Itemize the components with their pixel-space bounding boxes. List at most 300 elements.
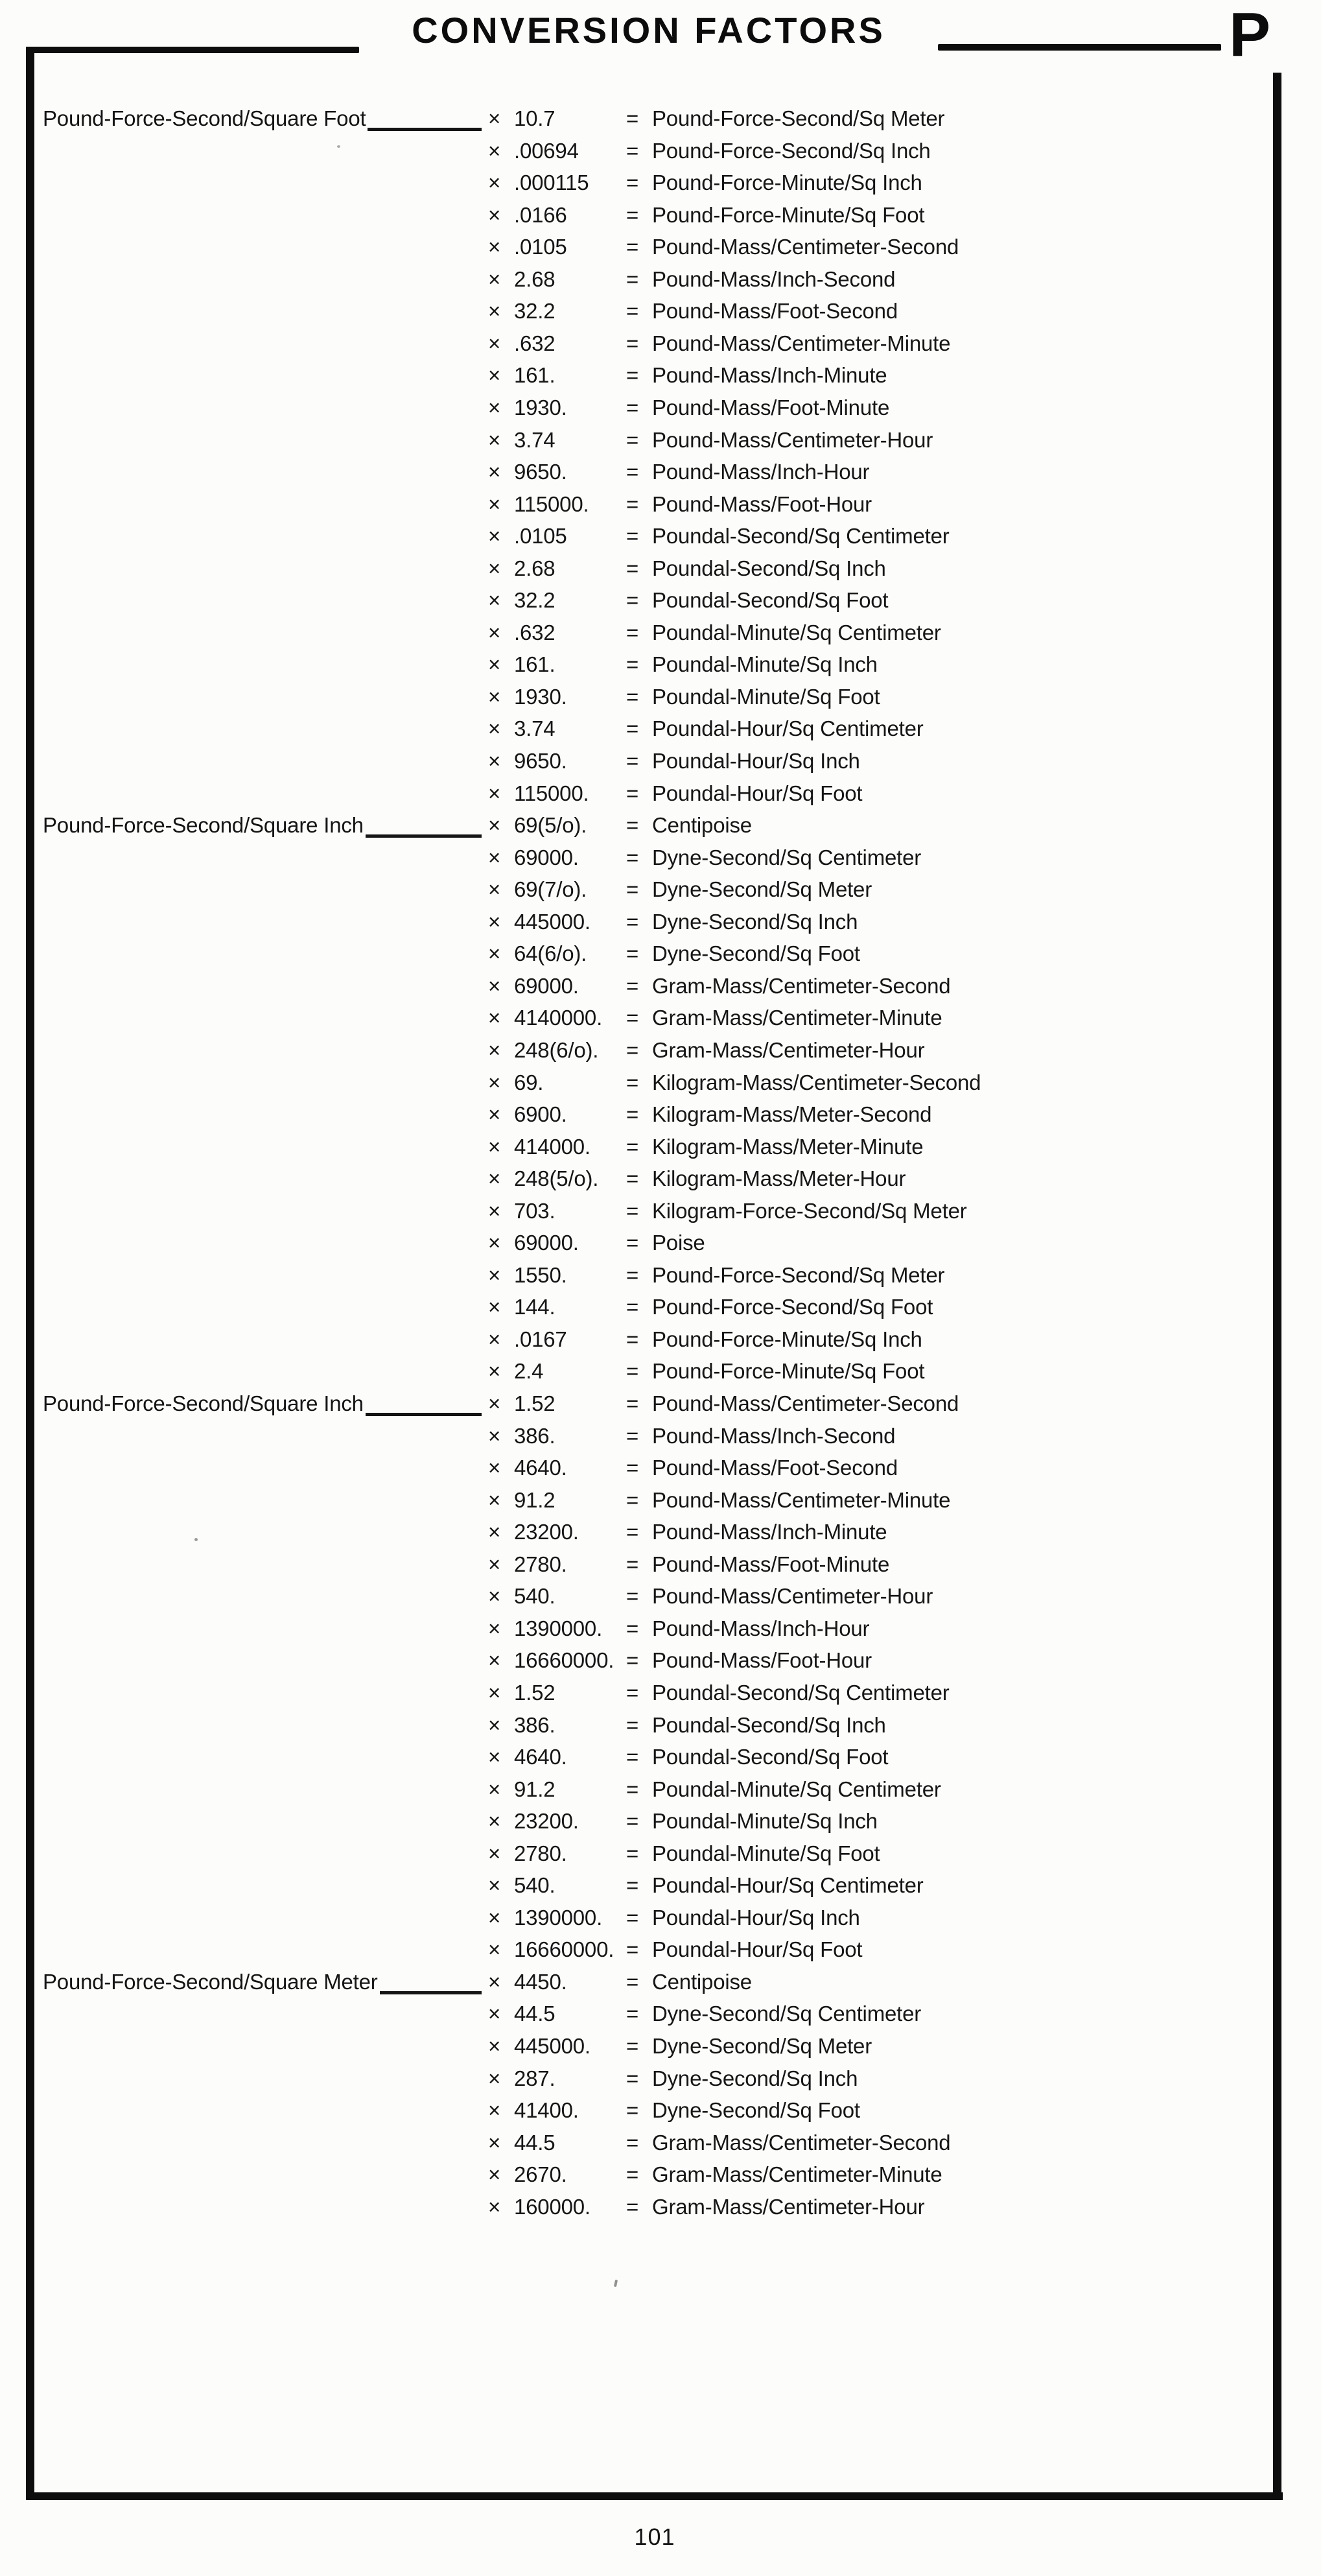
table-row: [0, 1613, 1270, 1645]
conversion-factor: 69000.: [514, 973, 579, 998]
conversion-factor: 144.: [514, 1295, 555, 1319]
target-unit-label: Poundal-Second/Sq Centimeter: [652, 1680, 950, 1705]
multiply-sign: ×: [488, 1680, 501, 1705]
multiply-sign: ×: [488, 2034, 501, 2058]
table-row: [0, 135, 1270, 167]
table-row: [0, 1098, 1270, 1131]
source-unit-label: Pound-Force-Second/Square Meter: [43, 1969, 378, 1994]
target-unit-label: Poise: [652, 1231, 705, 1255]
table-row: [0, 359, 1270, 392]
source-unit: [43, 102, 483, 135]
equals-sign: =: [626, 1648, 639, 1673]
target-unit-label: Pound-Force-Second/Sq Meter: [652, 1262, 945, 1287]
multiply-sign: ×: [488, 1359, 501, 1384]
equals-sign: =: [626, 1423, 639, 1448]
table-row: [0, 295, 1270, 327]
conversion-factor: 4640.: [514, 1456, 567, 1480]
conversion-factor: 6900.: [514, 1102, 567, 1127]
conversion-factor: 10.7: [514, 106, 555, 130]
table-row: [0, 1966, 1270, 1998]
target-unit-label: Pound-Force-Second/Sq Foot: [652, 1295, 933, 1319]
target-unit-label: Dyne-Second/Sq Inch: [652, 909, 858, 934]
table-row: [0, 199, 1270, 231]
table-row: [0, 231, 1270, 263]
target-unit-label: Poundal-Hour/Sq Inch: [652, 1905, 860, 1930]
multiply-sign: ×: [488, 1295, 501, 1319]
multiply-sign: ×: [488, 877, 501, 902]
multiply-sign: ×: [488, 1262, 501, 1287]
leader-line: [368, 128, 482, 131]
table-row: [0, 1195, 1270, 1227]
target-unit-label: Pound-Mass/Centimeter-Second: [652, 235, 959, 259]
scan-artifact: [194, 1538, 198, 1541]
multiply-sign: ×: [488, 1841, 501, 1865]
target-unit-label: Poundal-Hour/Sq Centimeter: [652, 716, 924, 741]
conversion-factor: 160000.: [514, 2194, 590, 2219]
conversion-factor: .0105: [514, 524, 567, 549]
table-row: [0, 1388, 1270, 1420]
target-unit-label: Poundal-Hour/Sq Foot: [652, 781, 863, 805]
multiply-sign: ×: [488, 427, 501, 452]
multiply-sign: ×: [488, 749, 501, 773]
equals-sign: =: [626, 1777, 639, 1801]
multiply-sign: ×: [488, 1552, 501, 1576]
target-unit-label: Gram-Mass/Centimeter-Minute: [652, 1006, 942, 1030]
target-unit-label: Pound-Mass/Inch-Minute: [652, 1520, 887, 1544]
conversion-factor: 1550.: [514, 1262, 567, 1287]
table-row: [0, 1644, 1270, 1677]
conversion-factor: 445000.: [514, 2034, 590, 2058]
table-row: [0, 1034, 1270, 1067]
equals-sign: =: [626, 2066, 639, 2090]
conversion-factor: 540.: [514, 1584, 555, 1609]
table-row: [0, 1741, 1270, 1773]
table-row: [0, 1580, 1270, 1613]
page-title: CONVERSION FACTORS: [412, 10, 885, 51]
multiply-sign: ×: [488, 266, 501, 291]
table-row: [0, 1227, 1270, 1259]
table-row: [0, 681, 1270, 713]
target-unit-label: Poundal-Second/Sq Foot: [652, 1745, 889, 1769]
target-unit-label: Poundal-Hour/Sq Inch: [652, 749, 860, 773]
target-unit-label: Pound-Mass/Inch-Minute: [652, 363, 887, 388]
conversion-factor: 16660000.: [514, 1937, 614, 1962]
target-unit-label: Pound-Mass/Foot-Second: [652, 299, 898, 324]
target-unit-label: Pound-Mass/Centimeter-Hour: [652, 427, 933, 452]
multiply-sign: ×: [488, 1134, 501, 1159]
multiply-sign: ×: [488, 1070, 501, 1094]
target-unit-label: Poundal-Second/Sq Foot: [652, 588, 889, 613]
equals-sign: =: [626, 716, 639, 741]
multiply-sign: ×: [488, 588, 501, 613]
multiply-sign: ×: [488, 845, 501, 869]
target-unit-label: Pound-Mass/Inch-Second: [652, 1423, 896, 1448]
multiply-sign: ×: [488, 1616, 501, 1640]
table-row: [0, 456, 1270, 488]
equals-sign: =: [626, 1198, 639, 1223]
target-unit-label: Kilogram-Mass/Centimeter-Second: [652, 1070, 981, 1094]
table-row: [0, 2127, 1270, 2159]
conversion-factor: 3.74: [514, 716, 555, 741]
multiply-sign: ×: [488, 1873, 501, 1898]
conversion-factor: 1390000.: [514, 1905, 603, 1930]
table-row: [0, 1677, 1270, 1709]
conversion-factor: 2.68: [514, 556, 555, 580]
multiply-sign: ×: [488, 1777, 501, 1801]
table-row: [0, 392, 1270, 424]
table-row: [0, 488, 1270, 521]
table-row: [0, 1805, 1270, 1837]
table-row: [0, 1420, 1270, 1452]
conversion-factor: 161.: [514, 363, 555, 388]
table-row: [0, 1002, 1270, 1034]
page-number: 101: [634, 2523, 675, 2550]
target-unit-label: Pound-Force-Minute/Sq Foot: [652, 1359, 925, 1384]
target-unit-label: Gram-Mass/Centimeter-Minute: [652, 2162, 942, 2187]
target-unit-label: Dyne-Second/Sq Centimeter: [652, 845, 922, 869]
multiply-sign: ×: [488, 1712, 501, 1737]
multiply-sign: ×: [488, 331, 501, 355]
equals-sign: =: [626, 973, 639, 998]
scan-artifact: [337, 145, 340, 148]
multiply-sign: ×: [488, 2002, 501, 2026]
multiply-sign: ×: [488, 1231, 501, 1255]
target-unit-label: Dyne-Second/Sq Centimeter: [652, 2002, 922, 2026]
multiply-sign: ×: [488, 1648, 501, 1673]
conversion-factor: 1390000.: [514, 1616, 603, 1640]
conversion-factor: 248(6/o).: [514, 1037, 599, 1062]
target-unit-label: Dyne-Second/Sq Meter: [652, 2034, 872, 2058]
table-row: [0, 1773, 1270, 1806]
equals-sign: =: [626, 491, 639, 516]
table-row: [0, 1484, 1270, 1517]
leader-line: [380, 1991, 482, 1994]
table-row: [0, 2062, 1270, 2095]
conversion-factor: 69000.: [514, 1231, 579, 1255]
target-unit-label: Pound-Mass/Centimeter-Minute: [652, 331, 951, 355]
multiply-sign: ×: [488, 1102, 501, 1127]
multiply-sign: ×: [488, 1198, 501, 1223]
equals-sign: =: [626, 1937, 639, 1962]
equals-sign: =: [626, 363, 639, 388]
target-unit-label: Pound-Mass/Foot-Hour: [652, 491, 872, 516]
table-row: [0, 938, 1270, 970]
equals-sign: =: [626, 845, 639, 869]
conversion-factor: 414000.: [514, 1134, 590, 1159]
target-unit-label: Pound-Force-Minute/Sq Inch: [652, 1327, 922, 1351]
equals-sign: =: [626, 138, 639, 163]
target-unit-label: Pound-Force-Second/Sq Inch: [652, 138, 931, 163]
target-unit-label: Gram-Mass/Centimeter-Second: [652, 973, 951, 998]
equals-sign: =: [626, 171, 639, 195]
target-unit-label: Poundal-Minute/Sq Centimeter: [652, 620, 941, 644]
target-unit-label: Poundal-Minute/Sq Inch: [652, 1809, 878, 1834]
multiply-sign: ×: [488, 1166, 501, 1191]
conversion-factor: 2780.: [514, 1841, 567, 1865]
conversion-factor: 23200.: [514, 1809, 579, 1834]
multiply-sign: ×: [488, 909, 501, 934]
equals-sign: =: [626, 749, 639, 773]
target-unit-label: Poundal-Minute/Sq Foot: [652, 684, 880, 709]
conversion-factor: 115000.: [514, 781, 589, 805]
table-row: [0, 1323, 1270, 1356]
conversion-factor: 2780.: [514, 1552, 567, 1576]
equals-sign: =: [626, 1262, 639, 1287]
table-row: [0, 809, 1270, 842]
target-unit-label: Pound-Force-Second/Sq Meter: [652, 106, 945, 130]
target-unit-label: Pound-Mass/Foot-Minute: [652, 1552, 890, 1576]
target-unit-label: Pound-Mass/Centimeter-Second: [652, 1391, 959, 1415]
conversion-factor: 44.5: [514, 2002, 555, 2026]
conversion-factor: 16660000.: [514, 1648, 614, 1673]
multiply-sign: ×: [488, 1937, 501, 1962]
multiply-sign: ×: [488, 1037, 501, 1062]
table-row: [0, 777, 1270, 810]
multiply-sign: ×: [488, 1905, 501, 1930]
conversion-factor: 32.2: [514, 588, 555, 613]
target-unit-label: Poundal-Hour/Sq Centimeter: [652, 1873, 924, 1898]
equals-sign: =: [626, 2162, 639, 2187]
multiply-sign: ×: [488, 299, 501, 324]
equals-sign: =: [626, 1102, 639, 1127]
equals-sign: =: [626, 1456, 639, 1480]
table-row: [0, 648, 1270, 681]
equals-sign: =: [626, 1552, 639, 1576]
equals-sign: =: [626, 395, 639, 419]
conversion-factor: 287.: [514, 2066, 555, 2090]
equals-sign: =: [626, 2194, 639, 2219]
equals-sign: =: [626, 1327, 639, 1351]
target-unit-label: Pound-Mass/Centimeter-Minute: [652, 1487, 951, 1512]
table-row: [0, 713, 1270, 745]
leader-line: [366, 1413, 482, 1416]
table-row: [0, 617, 1270, 649]
target-unit-label: Pound-Mass/Inch-Hour: [652, 1616, 870, 1640]
table-row: [0, 1259, 1270, 1292]
equals-sign: =: [626, 620, 639, 644]
target-unit-label: Kilogram-Mass/Meter-Second: [652, 1102, 932, 1127]
multiply-sign: ×: [488, 620, 501, 644]
equals-sign: =: [626, 2098, 639, 2123]
conversion-factor: .0105: [514, 235, 567, 259]
conversion-factor: 1930.: [514, 684, 567, 709]
conversion-factor: 445000.: [514, 909, 590, 934]
table-row: [0, 1933, 1270, 1966]
target-unit-label: Poundal-Hour/Sq Foot: [652, 1937, 863, 1962]
target-unit-label: Pound-Mass/Inch-Second: [652, 266, 896, 291]
table-row: [0, 263, 1270, 296]
multiply-sign: ×: [488, 813, 501, 838]
table-row: [0, 552, 1270, 585]
conversion-factor: 386.: [514, 1423, 555, 1448]
conversion-factor: 386.: [514, 1712, 555, 1737]
conversion-factor: 4450.: [514, 1969, 567, 1994]
equals-sign: =: [626, 909, 639, 934]
conversion-factor: 69(7/o).: [514, 877, 587, 902]
table-row: [0, 1355, 1270, 1388]
multiply-sign: ×: [488, 171, 501, 195]
table-row: [0, 167, 1270, 199]
equals-sign: =: [626, 813, 639, 838]
multiply-sign: ×: [488, 973, 501, 998]
equals-sign: =: [626, 1841, 639, 1865]
source-unit-label: Pound-Force-Second/Square Inch: [43, 813, 364, 838]
multiply-sign: ×: [488, 1520, 501, 1544]
table-row: [0, 102, 1270, 135]
equals-sign: =: [626, 1070, 639, 1094]
equals-sign: =: [626, 556, 639, 580]
target-unit-label: Pound-Mass/Foot-Second: [652, 1456, 898, 1480]
equals-sign: =: [626, 684, 639, 709]
table-row: [0, 1709, 1270, 1742]
equals-sign: =: [626, 1969, 639, 1994]
target-unit-label: Poundal-Minute/Sq Foot: [652, 1841, 880, 1865]
conversion-factor: 1.52: [514, 1391, 555, 1415]
equals-sign: =: [626, 460, 639, 484]
table-row: [0, 584, 1270, 617]
conversion-factor: 91.2: [514, 1487, 555, 1512]
conversion-factor: 1930.: [514, 395, 567, 419]
target-unit-label: Centipoise: [652, 813, 752, 838]
table-row: [0, 1067, 1270, 1099]
equals-sign: =: [626, 331, 639, 355]
multiply-sign: ×: [488, 781, 501, 805]
equals-sign: =: [626, 2002, 639, 2026]
target-unit-label: Gram-Mass/Centimeter-Second: [652, 2130, 951, 2155]
conversion-factor: 540.: [514, 1873, 555, 1898]
equals-sign: =: [626, 1520, 639, 1544]
conversion-factor: 69(5/o).: [514, 813, 587, 838]
equals-sign: =: [626, 106, 639, 130]
table-row: [0, 2158, 1270, 2191]
table-row: [0, 2030, 1270, 2062]
table-row: [0, 2191, 1270, 2223]
multiply-sign: ×: [488, 652, 501, 677]
conversion-factor: 44.5: [514, 2130, 555, 2155]
table-row: [0, 745, 1270, 777]
equals-sign: =: [626, 877, 639, 902]
multiply-sign: ×: [488, 363, 501, 388]
multiply-sign: ×: [488, 941, 501, 966]
target-unit-label: Gram-Mass/Centimeter-Hour: [652, 1037, 925, 1062]
conversion-factor: 32.2: [514, 299, 555, 324]
conversion-factor: 161.: [514, 652, 555, 677]
conversion-factor: .0167: [514, 1327, 567, 1351]
multiply-sign: ×: [488, 2194, 501, 2219]
table-row: [0, 1291, 1270, 1323]
multiply-sign: ×: [488, 491, 501, 516]
conversion-factor: 2.4: [514, 1359, 544, 1384]
table-row: [0, 327, 1270, 360]
table-row: [0, 1516, 1270, 1548]
table-row: [0, 970, 1270, 1002]
conversion-factor: 3.74: [514, 427, 555, 452]
target-unit-label: Pound-Mass/Foot-Minute: [652, 395, 890, 419]
multiply-sign: ×: [488, 716, 501, 741]
target-unit-label: Poundal-Second/Sq Inch: [652, 556, 886, 580]
target-unit-label: Poundal-Minute/Sq Inch: [652, 652, 878, 677]
target-unit-label: Kilogram-Mass/Meter-Minute: [652, 1134, 924, 1159]
multiply-sign: ×: [488, 1391, 501, 1415]
table-row: [0, 1452, 1270, 1484]
table-row: [0, 2094, 1270, 2127]
conversion-factor: 91.2: [514, 1777, 555, 1801]
conversion-factor: 115000.: [514, 491, 589, 516]
equals-sign: =: [626, 1905, 639, 1930]
target-unit-label: Pound-Mass/Foot-Hour: [652, 1648, 872, 1673]
multiply-sign: ×: [488, 556, 501, 580]
conversion-factor: 9650.: [514, 749, 567, 773]
source-unit: [43, 809, 483, 842]
multiply-sign: ×: [488, 1327, 501, 1351]
target-unit-label: Kilogram-Mass/Meter-Hour: [652, 1166, 906, 1191]
multiply-sign: ×: [488, 524, 501, 549]
multiply-sign: ×: [488, 202, 501, 227]
source-unit-label: Pound-Force-Second/Square Foot: [43, 106, 366, 130]
target-unit-label: Pound-Force-Minute/Sq Inch: [652, 171, 922, 195]
conversion-factor: 9650.: [514, 460, 567, 484]
equals-sign: =: [626, 427, 639, 452]
target-unit-label: Pound-Mass/Centimeter-Hour: [652, 1584, 933, 1609]
equals-sign: =: [626, 1006, 639, 1030]
conversion-factor: .632: [514, 620, 555, 644]
conversion-factor: 703.: [514, 1198, 555, 1223]
multiply-sign: ×: [488, 2130, 501, 2155]
equals-sign: =: [626, 1391, 639, 1415]
target-unit-label: Poundal-Minute/Sq Centimeter: [652, 1777, 941, 1801]
target-unit-label: Dyne-Second/Sq Inch: [652, 2066, 858, 2090]
target-unit-label: Gram-Mass/Centimeter-Hour: [652, 2194, 925, 2219]
target-unit-label: Poundal-Second/Sq Centimeter: [652, 524, 950, 549]
target-unit-label: Kilogram-Force-Second/Sq Meter: [652, 1198, 967, 1223]
table-row: [0, 1163, 1270, 1195]
equals-sign: =: [626, 235, 639, 259]
table-row: [0, 1869, 1270, 1902]
equals-sign: =: [626, 1584, 639, 1609]
target-unit-label: Dyne-Second/Sq Meter: [652, 877, 872, 902]
equals-sign: =: [626, 1166, 639, 1191]
equals-sign: =: [626, 1809, 639, 1834]
target-unit-label: Centipoise: [652, 1969, 752, 1994]
source-unit: [43, 1966, 483, 1998]
conversion-factor: .00694: [514, 138, 579, 163]
target-unit-label: Dyne-Second/Sq Foot: [652, 2098, 860, 2123]
conversion-factor: 64(6/o).: [514, 941, 587, 966]
target-unit-label: Dyne-Second/Sq Foot: [652, 941, 860, 966]
conversion-factor: 23200.: [514, 1520, 579, 1544]
equals-sign: =: [626, 266, 639, 291]
equals-sign: =: [626, 1295, 639, 1319]
equals-sign: =: [626, 2034, 639, 2058]
table-row: [0, 842, 1270, 874]
conversion-factor: 1.52: [514, 1680, 555, 1705]
table-row: [0, 1902, 1270, 1934]
equals-sign: =: [626, 1487, 639, 1512]
equals-sign: =: [626, 1134, 639, 1159]
table-row: [0, 1548, 1270, 1581]
table-row: [0, 424, 1270, 456]
equals-sign: =: [626, 588, 639, 613]
multiply-sign: ×: [488, 395, 501, 419]
conversion-factor: 248(5/o).: [514, 1166, 599, 1191]
target-unit-label: Pound-Force-Minute/Sq Foot: [652, 202, 925, 227]
conversion-factor: 69.: [514, 1070, 544, 1094]
multiply-sign: ×: [488, 1584, 501, 1609]
table-row: [0, 873, 1270, 906]
source-unit: [43, 1388, 483, 1420]
leader-line: [366, 834, 482, 838]
section-letter: P: [1229, 0, 1271, 69]
